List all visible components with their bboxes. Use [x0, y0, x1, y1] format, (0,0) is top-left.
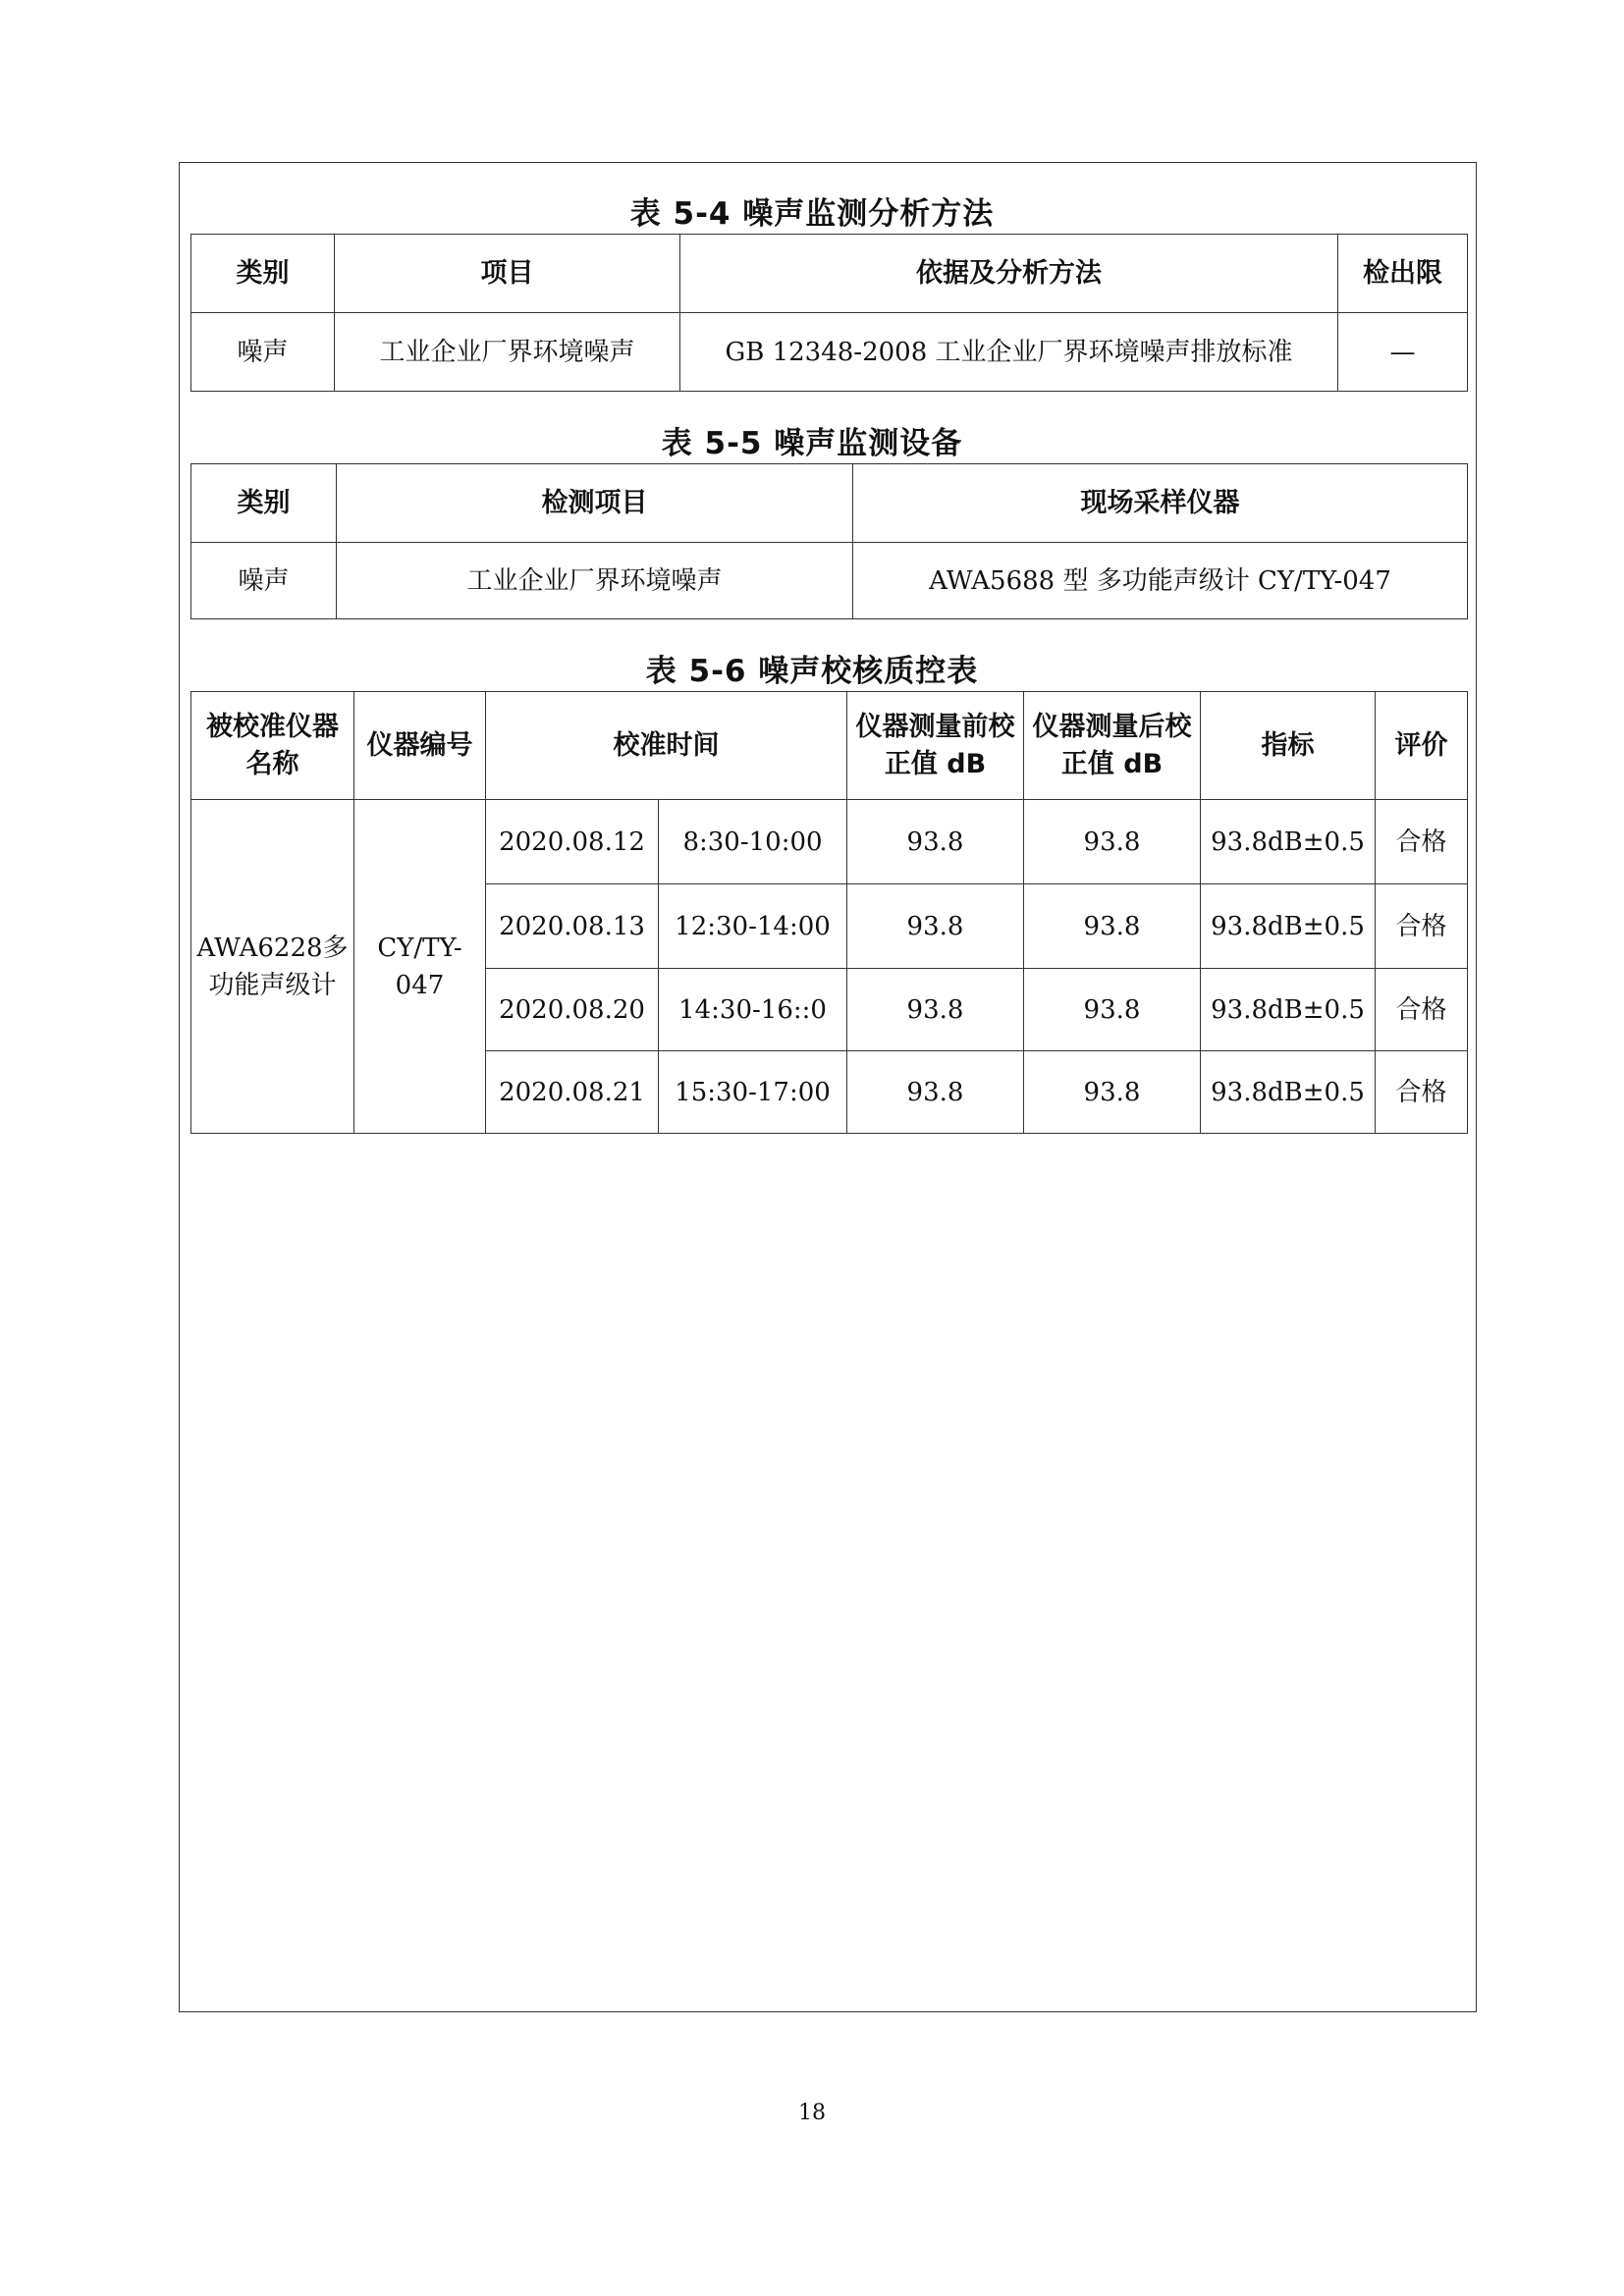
cell-detection-limit: —: [1338, 313, 1468, 392]
header-index: 指标: [1201, 692, 1376, 800]
cell-test-item: 工业企业厂界环境噪声: [337, 543, 853, 619]
cell-after: 93.8: [1024, 800, 1201, 884]
cell-instrument-name: AWA6228多功能声级计: [191, 800, 354, 1134]
header-after-value: 仪器测量后校正值 dB: [1024, 692, 1201, 800]
header-instrument: 现场采样仪器: [853, 464, 1468, 543]
cell-index: 93.8dB±0.5: [1201, 969, 1376, 1051]
cell-time: 8:30-10:00: [659, 800, 847, 884]
header-method: 依据及分析方法: [680, 235, 1338, 313]
cell-item: 工业企业厂界环境噪声: [335, 313, 680, 392]
cell-result: 合格: [1376, 884, 1468, 969]
table-5-6-caption: 表 5-6 噪声校核质控表: [645, 654, 979, 689]
cell-date: 2020.08.12: [486, 800, 659, 884]
cell-time: 15:30-17:00: [659, 1051, 847, 1134]
page-number: 18: [798, 2101, 826, 2125]
cell-before: 93.8: [847, 1051, 1024, 1134]
cell-after: 93.8: [1024, 1051, 1201, 1134]
header-category: 类别: [191, 235, 335, 313]
header-calibration-time: 校准时间: [486, 692, 847, 800]
cell-before: 93.8: [847, 800, 1024, 884]
cell-before: 93.8: [847, 969, 1024, 1051]
table-5-6: [190, 691, 1468, 1134]
cell-after: 93.8: [1024, 969, 1201, 1051]
cell-date: 2020.08.21: [486, 1051, 659, 1134]
table-5-4-caption: 表 5-4 噪声监测分析方法: [629, 196, 995, 232]
header-instrument-name: 被校准仪器名称: [191, 692, 354, 800]
header-item: 项目: [335, 235, 680, 313]
cell-result: 合格: [1376, 800, 1468, 884]
header-category: 类别: [191, 464, 337, 543]
cell-instrument-no: CY/TY-047: [354, 800, 486, 1134]
cell-index: 93.8dB±0.5: [1201, 884, 1376, 969]
header-before-value: 仪器测量前校正值 dB: [847, 692, 1024, 800]
table-row: [191, 543, 1468, 619]
table-header-row: [191, 692, 1468, 800]
header-detection-limit: 检出限: [1338, 235, 1468, 313]
cell-before: 93.8: [847, 884, 1024, 969]
cell-category: 噪声: [191, 313, 335, 392]
header-evaluation: 评价: [1376, 692, 1468, 800]
header-instrument-no: 仪器编号: [354, 692, 486, 800]
table-row: [191, 313, 1468, 392]
table-header-row: [191, 235, 1468, 313]
table-5-5: [190, 463, 1468, 619]
table-row: [191, 800, 1468, 884]
table-5-4: [190, 234, 1468, 392]
cell-index: 93.8dB±0.5: [1201, 800, 1376, 884]
table-5-5-caption: 表 5-5 噪声监测设备: [661, 426, 963, 461]
table-header-row: [191, 464, 1468, 543]
cell-result: 合格: [1376, 1051, 1468, 1134]
cell-time: 12:30-14:00: [659, 884, 847, 969]
cell-after: 93.8: [1024, 884, 1201, 969]
cell-date: 2020.08.20: [486, 969, 659, 1051]
cell-date: 2020.08.13: [486, 884, 659, 969]
cell-instrument: AWA5688 型 多功能声级计 CY/TY-047: [853, 543, 1468, 619]
cell-method: GB 12348-2008 工业企业厂界环境噪声排放标准: [680, 313, 1338, 392]
header-test-item: 检测项目: [337, 464, 853, 543]
cell-time: 14:30-16::0: [659, 969, 847, 1051]
cell-category: 噪声: [191, 543, 337, 619]
cell-index: 93.8dB±0.5: [1201, 1051, 1376, 1134]
cell-result: 合格: [1376, 969, 1468, 1051]
